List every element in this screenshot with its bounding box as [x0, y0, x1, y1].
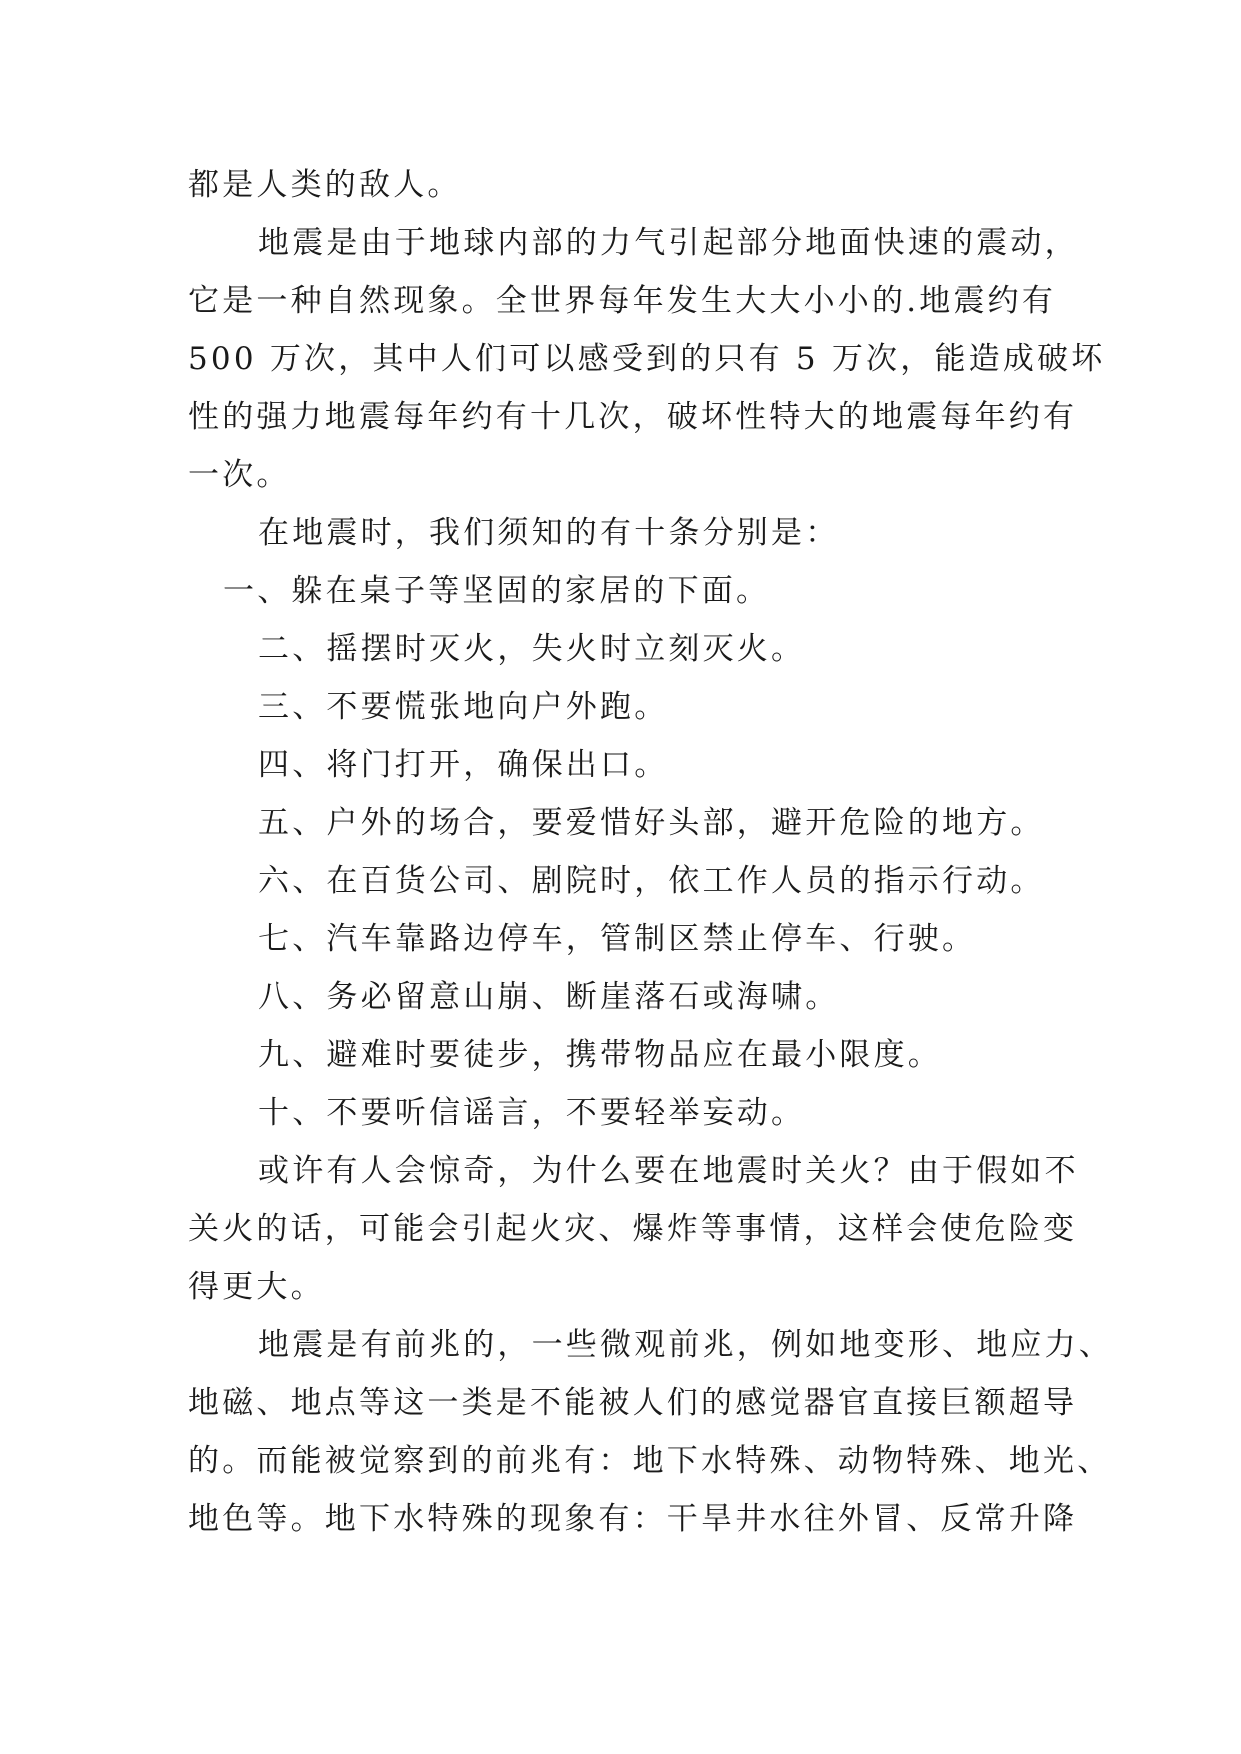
text-line: 500 万次，其中人们可以感受到的只有 5 万次，能造成破坏: [188, 341, 1106, 377]
text-line: 都是人类的敌人。: [188, 167, 462, 203]
paragraph-start: 地震是有前兆的，一些微观前兆，例如地变形、地应力、: [258, 1327, 1113, 1363]
text-line: 一次。: [188, 457, 291, 493]
list-item: 一、躲在桌子等坚固的家居的下面。: [223, 573, 771, 609]
paragraph-start: 或许有人会惊奇，为什么要在地震时关火？由于假如不: [258, 1153, 1079, 1189]
list-item: 七、汽车靠路边停车，管制区禁止停车、行驶。: [258, 921, 977, 957]
list-item: 二、摇摆时灭火，失火时立刻灭火。: [258, 631, 806, 667]
list-item: 八、务必留意山崩、断崖落石或海啸。: [258, 979, 840, 1015]
text-line: 得更大。: [188, 1269, 325, 1305]
text-line: 地色等。地下水特殊的现象有：干旱井水往外冒、反常升降: [188, 1501, 1078, 1537]
list-item: 五、户外的场合，要爱惜好头部，避开危险的地方。: [258, 805, 1045, 841]
text-line: 关火的话，可能会引起火灾、爆炸等事情，这样会使危险变: [188, 1211, 1078, 1247]
text-line: 它是一种自然现象。全世界每年发生大大小小的.地震约有: [188, 283, 1057, 319]
list-item: 十、不要听信谣言，不要轻举妄动。: [258, 1095, 806, 1131]
text-line: 的。而能被觉察到的前兆有：地下水特殊、动物特殊、地光、: [188, 1443, 1112, 1479]
list-item: 九、避难时要徒步，携带物品应在最小限度。: [258, 1037, 942, 1073]
paragraph-start: 在地震时，我们须知的有十条分别是：: [258, 515, 840, 551]
list-item: 三、不要慌张地向户外跑。: [258, 689, 669, 725]
text-line: 地磁、地点等这一类是不能被人们的感觉器官直接巨额超导: [188, 1385, 1078, 1421]
text-line: 性的强力地震每年约有十几次，破坏性特大的地震每年约有: [188, 399, 1078, 435]
paragraph-start: 地震是由于地球内部的力气引起部分地面快速的震动，: [258, 225, 1079, 261]
list-item: 四、将门打开，确保出口。: [258, 747, 669, 783]
list-item: 六、在百货公司、剧院时，依工作人员的指示行动。: [258, 863, 1045, 899]
